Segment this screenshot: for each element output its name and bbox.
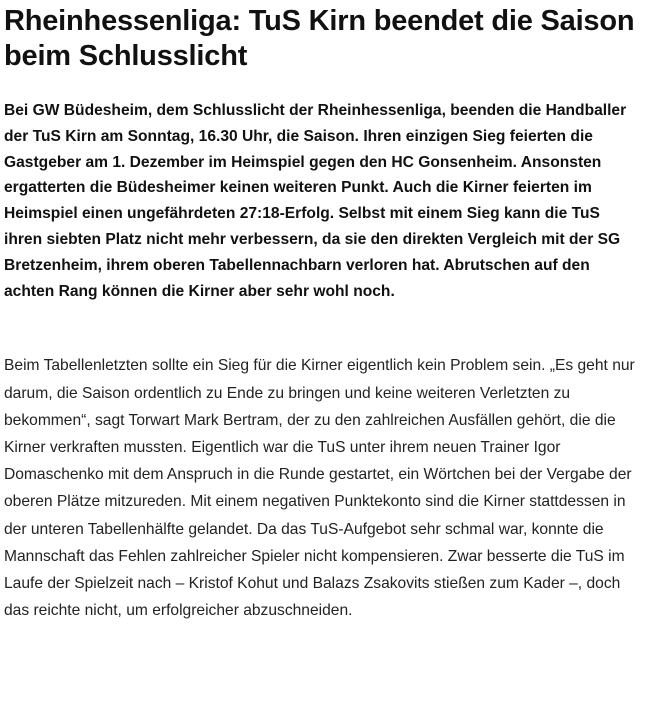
article-body: Beim Tabellenletzten sollte ein Sieg für die Kirner eigentlich kein Problem sein. „Es geht nur darum, die Saison ordentlich zu Ende zu bringen und keine weiteren Verletzten zu bekommen“, sagt Torwart Mark Bertram, der zu den zahlreichen Ausfällen gehört, die die Kirner verkraften mussten. Eigentlich war die TuS unter ihrem neuen Trainer Igor Domaschenko mit dem Anspruch in die Runde gestartet, ein Wörtchen bei der Vergabe der oberen Plätze mitzureden. Mit einem negativen Punktekonto sind die Kirner stattdessen in der unteren Tabellenhälfte gelandet. Da das TuS-Aufgebot sehr schmal war, konnte die Mannschaft das Fehlen zahlreicher Spieler nicht kompensieren. Zwar besserte die TuS im Laufe der Spielzeit nach – Kristof Kohut und Balazs Zsakovits stießen zum Kader –, doch das reichte nicht, um erfolgreicher abzuschneiden. (4, 357, 635, 620)
article (4, 0, 640, 624)
article-headline: Rheinhessenliga: TuS Kirn beendet die Saison beim Schlusslicht (4, 5, 635, 72)
article-lead: Bei GW Büdesheim, dem Schlusslicht der Rheinhessenliga, beenden die Handballer der TuS Kirn am Sonntag, 16.30 Uhr, die Saison. Ihren einzigen Sieg feierten die Gastgeber am 1. Dezember im Heimspiel gegen den HC Gonsenheim. Ansonsten ergatterten die Büdesheimer keinen weiteren Punkt. Auch die Kirner feierten im Heimspiel einen ungefährdeten 27:18-Erfolg. Selbst mit einem Sieg kann die TuS ihren siebten Platz nicht mehr verbessern, da sie den direkten Vergleich mit der SG Bretzenheim, ihrem oberen Tabellennachbarn verloren hat. Abrutschen auf den achten Rang können die Kirner aber sehr wohl noch. (4, 102, 627, 300)
